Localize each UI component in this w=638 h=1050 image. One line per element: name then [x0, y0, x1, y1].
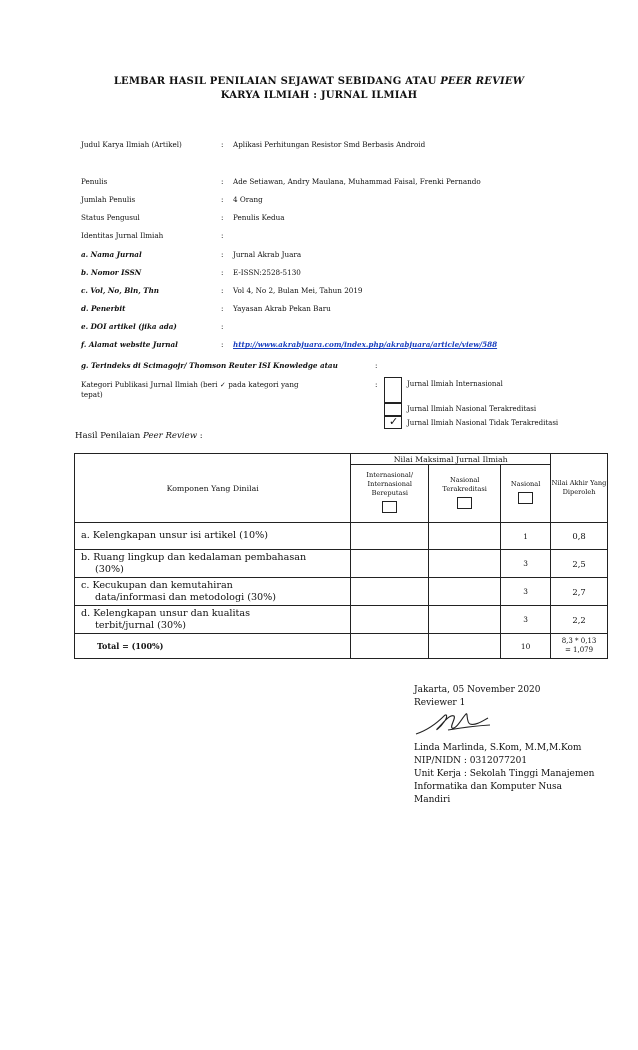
row-c-line1: c. Kecukupan dan kemutahiran: [81, 579, 233, 591]
total-label: Total = (100%): [75, 634, 351, 659]
hasil-label-end: :: [197, 431, 203, 441]
identitas-label: Identitas Jurnal Ilmiah: [81, 231, 164, 240]
jumlah-label: Jumlah Penulis: [81, 195, 136, 204]
row-b-nasional-terakreditasi: [429, 550, 501, 578]
issn-label: b. Nomor ISSN: [81, 268, 142, 277]
kategori-label-line2: tepat): [81, 390, 103, 399]
issn-colon: :: [221, 268, 224, 277]
row-d-nasional-terakreditasi: [429, 606, 501, 634]
table-row: [75, 578, 608, 606]
assessment-table: [74, 453, 608, 659]
total-row: [75, 634, 608, 659]
hasil-label-plain: Hasil Penilaian: [75, 431, 144, 441]
nasional-terakreditasi-box[interactable]: [457, 497, 472, 509]
nasional-terakreditasi-header-cell: [429, 465, 501, 523]
vol-colon: :: [221, 286, 224, 295]
row-d-internasional: [351, 606, 429, 634]
title-line1-italic: PEER REVIEW: [440, 76, 525, 87]
option-nasional-tidak-terakreditasi-label: Jurnal Ilmiah Nasional Tidak Terakreditasi: [407, 419, 559, 427]
total-akhir-line2: = 1,079: [564, 646, 594, 654]
table-row: [75, 606, 608, 634]
alamat-colon: :: [221, 340, 224, 349]
vol-label: c. Vol, No, Bln, Thn: [81, 286, 160, 295]
row-c-line2: data/informasi dan metodologi (30%): [95, 591, 277, 603]
internasional-box[interactable]: [382, 501, 397, 513]
reviewer-unit-line1: Unit Kerja : Sekolah Tinggi Manajemen: [414, 769, 595, 779]
judul-colon: :: [221, 140, 224, 149]
penulis-colon: :: [221, 177, 224, 186]
total-akhir: [551, 634, 608, 659]
total-internasional: [351, 634, 429, 659]
total-nasional-terakreditasi: [429, 634, 501, 659]
row-a-nasional-terakreditasi: [429, 523, 501, 550]
nasional-header-cell: [501, 465, 551, 523]
status-colon: :: [221, 213, 224, 222]
hasil-penilaian-label: [75, 431, 203, 441]
row-c-nasional-terakreditasi: [429, 578, 501, 606]
row-c-label: [75, 578, 351, 606]
reviewer-nip: NIP/NIDN : 0312077201: [414, 756, 528, 766]
terindeks-label: g. Terindeks di Scimagojr/ Thomson Reuter ISI Knowledge atau: [81, 361, 338, 370]
signature-role: Reviewer 1: [414, 698, 466, 708]
row-a-label: [75, 523, 351, 550]
option-nasional-terakreditasi-label: Jurnal Ilmiah Nasional Terakreditasi: [407, 405, 537, 413]
nasional-header: Nasional: [510, 480, 541, 488]
jumlah-colon: :: [221, 195, 224, 204]
judul-value: Aplikasi Perhitungan Resistor Smd Berbasis Android: [233, 140, 426, 149]
row-b-internasional: [351, 550, 429, 578]
nama-label: a. Nama Jurnal: [81, 250, 142, 259]
nama-value: Jurnal Akrab Juara: [233, 250, 302, 259]
penulis-label: Penulis: [81, 177, 108, 186]
title-line1-main: LEMBAR HASIL PENILAIAN SEJAWAT SEBIDANG ATAU: [113, 76, 441, 87]
alamat-label: f. Alamat website Jurnal: [81, 340, 178, 349]
doi-colon: :: [221, 322, 224, 331]
row-d-line2: terbit/jurnal (30%): [95, 619, 186, 631]
penerbit-value: Yayasan Akrab Pekan Baru: [233, 304, 331, 313]
reviewer-unit-line3: Mandiri: [414, 795, 451, 805]
nasional-terakreditasi-header: Nasional Terakreditasi: [442, 475, 487, 493]
signature-image: [414, 708, 494, 738]
row-b-akhir: 2,5: [551, 550, 608, 578]
judul-label: Judul Karya Ilmiah (Artikel): [81, 140, 182, 149]
check-mark-icon: ✓: [389, 415, 399, 428]
penerbit-label: d. Penerbit: [81, 304, 126, 313]
terindeks-colon: :: [375, 361, 378, 370]
jumlah-value: 4 Orang: [233, 195, 263, 204]
doi-label: e. DOI artikel (jika ada): [81, 322, 177, 331]
row-a-line1: a. Kelengkapan unsur isi artikel (10%): [81, 530, 268, 541]
kategori-label-line1: Kategori Publikasi Jurnal Ilmiah (beri ✓ pada kategori yang: [81, 380, 299, 389]
row-a-akhir: 0,8: [551, 523, 608, 550]
total-akhir-line1: 8,3 * 0,13: [561, 637, 597, 645]
reviewer-name: Linda Marlinda, S.Kom, M.M,M.Kom: [414, 743, 582, 753]
row-b-label: [75, 550, 351, 578]
internasional-header-cell: [351, 465, 429, 523]
internasional-header: Internasional/ Internasional Bereputasi: [366, 471, 414, 497]
row-a-nasional: 1: [501, 523, 551, 550]
status-label: Status Pengusul: [81, 213, 140, 222]
vol-value: Vol 4, No 2, Bulan Mei, Tahun 2019: [233, 286, 363, 295]
penulis-value: Ade Setiawan, Andry Maulana, Muhammad Faisal, Frenki Pernando: [233, 177, 481, 186]
signature-place-date: Jakarta, 05 November 2020: [414, 685, 541, 695]
row-d-akhir: 2,2: [551, 606, 608, 634]
issn-value: E-ISSN:2528-5130: [233, 268, 301, 277]
table-row: [75, 550, 608, 578]
row-c-internasional: [351, 578, 429, 606]
penerbit-colon: :: [221, 304, 224, 313]
reviewer-unit-line2: Informatika dan Komputer Nusa: [414, 782, 563, 792]
identitas-colon: :: [221, 231, 224, 240]
total-nasional: 10: [501, 634, 551, 659]
kategori-colon: :: [375, 380, 378, 389]
nama-colon: :: [221, 250, 224, 259]
nilai-maksimal-header: Nilai Maksimal Jurnal Ilmiah: [351, 454, 551, 465]
row-d-nasional: 3: [501, 606, 551, 634]
nasional-box[interactable]: [518, 492, 533, 504]
row-d-label: [75, 606, 351, 634]
komponen-header: Komponen Yang Dinilai: [75, 454, 351, 523]
document-subtitle: KARYA ILMIAH : JURNAL ILMIAH: [220, 90, 418, 101]
row-c-nasional: 3: [501, 578, 551, 606]
table-row: [75, 523, 608, 550]
status-value: Penulis Kedua: [233, 213, 285, 222]
row-b-nasional: 3: [501, 550, 551, 578]
row-d-line1: d. Kelengkapan unsur dan kualitas: [81, 607, 251, 619]
row-c-akhir: 2,7: [551, 578, 608, 606]
row-b-line1: b. Ruang lingkup dan kedalaman pembahasan: [81, 551, 307, 563]
option-internasional-label: Jurnal Ilmiah Internasional: [407, 380, 503, 388]
row-a-internasional: [351, 523, 429, 550]
document-title: [0, 76, 638, 87]
hasil-label-italic: Peer Review: [143, 431, 198, 441]
checkbox-internasional[interactable]: [384, 377, 402, 403]
nilai-akhir-header: Nilai Akhir Yang Diperoleh: [551, 454, 608, 523]
journal-website-link[interactable]: http://www.akrabjuara.com/index.php/akrabjuara/article/view/588: [233, 340, 498, 349]
row-b-line2: (30%): [95, 563, 124, 575]
